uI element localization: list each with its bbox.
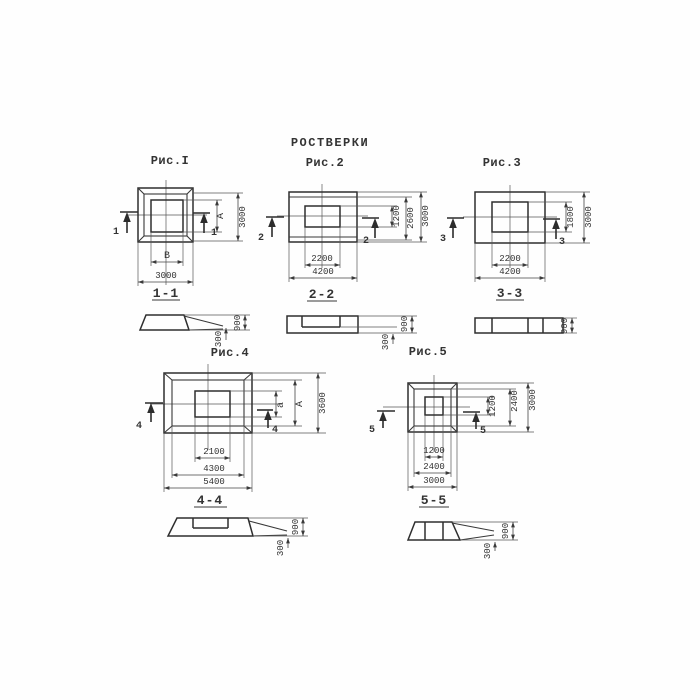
fig2-cut-number: 2	[257, 233, 265, 244]
fig1-plan	[113, 154, 248, 286]
fig4-plan	[136, 346, 328, 492]
fig3-dim-width-inner: 2200	[499, 254, 521, 264]
section-5-5-slab: 300	[483, 542, 493, 560]
fig4-cut-mark-left	[136, 403, 163, 432]
section-2-2-height: 900	[400, 315, 410, 333]
fig5-dim-height-mid: 2400	[510, 390, 520, 412]
fig3-cut-number: 3	[439, 234, 447, 245]
fig2-cut-mark-mid	[362, 218, 379, 247]
fig1-dim-height-outer: 3000	[238, 206, 248, 228]
fig5-dim-width-mid: 2400	[423, 462, 445, 472]
section-1-1-label: 1-1	[152, 286, 180, 301]
fig4-cut-number: 4	[271, 425, 279, 436]
fig5-dim-width-inner: 1200	[423, 446, 445, 456]
fig4-dim-height-mid: А	[295, 400, 306, 408]
fig4-dim-width-mid: 4300	[203, 464, 225, 474]
fig2-dim-width-outer: 4200	[312, 267, 334, 277]
fig2-dim-height-inner: 1200	[392, 205, 402, 227]
fig2-cut-mark-left	[258, 217, 284, 244]
fig3-dim-height-outer: 3000	[584, 206, 594, 228]
section-2-2	[287, 287, 417, 350]
section-4-4-height: 900	[291, 518, 301, 536]
section-5-5-height: 900	[501, 522, 511, 540]
fig5-cut-number: 5	[368, 425, 376, 436]
fig3-plan	[440, 156, 594, 282]
fig3-cut-mark-mid	[543, 219, 565, 248]
fig2-dim-height-outer: 3000	[421, 205, 431, 227]
section-2-2-slab: 300	[381, 333, 391, 351]
section-3-3-label: 3-3	[496, 286, 524, 301]
section-4-4-slab: 300	[276, 539, 286, 557]
fig1-cut-mark-mid	[193, 213, 217, 239]
fig1-dim-width-outer: 3000	[155, 271, 177, 281]
fig1-title: Рис.I	[150, 154, 190, 168]
fig5-cut-mark-mid	[463, 412, 486, 437]
section-1-1-height: 900	[233, 314, 243, 332]
fig2-plan	[258, 156, 431, 282]
section-4-4-label: 4-4	[196, 493, 224, 508]
fig5-cut-mark-left	[369, 411, 395, 436]
fig4-dim-width-inner: 2100	[203, 447, 225, 457]
fig5-dim-height-outer: 3000	[528, 389, 538, 411]
fig5-dim-height-inner: 1200	[488, 395, 498, 417]
section-1-1-slab: 300	[214, 330, 224, 348]
fig1-cut-number: 1	[112, 227, 120, 238]
fig4-dim-width-outer: 5400	[203, 477, 225, 487]
fig3-cut-mark-left	[440, 218, 464, 245]
section-2-2-label: 2-2	[308, 287, 336, 302]
sheet-title: РОСТВЕРКИ	[290, 136, 370, 150]
fig2-title: Рис.2	[305, 156, 345, 170]
fig1-dim-height-inner: А	[216, 212, 227, 220]
section-5-5-label: 5-5	[420, 493, 448, 508]
fig4-cut-number: 4	[135, 421, 143, 432]
fig4-dim-height-inner: а	[276, 401, 287, 409]
fig2-dim-width-inner: 2200	[311, 254, 333, 264]
section-3-3	[475, 286, 577, 334]
fig4-title: Рис.4	[210, 346, 250, 360]
fig1-cut-mark-left	[113, 212, 138, 238]
fig4-dim-height-outer: 3600	[318, 392, 328, 414]
fig2-dim-height-mid: 2600	[406, 207, 416, 229]
fig4-cut-mark-mid	[257, 410, 278, 436]
section-4-4	[168, 493, 308, 556]
fig3-title: Рис.3	[482, 156, 522, 170]
section-3-3-height: 900	[560, 317, 570, 335]
fig3-dim-height-inner: 1800	[566, 206, 576, 228]
fig5-dim-width-outer: 3000	[423, 476, 445, 486]
section-5-5	[408, 493, 518, 559]
fig3-cut-number: 3	[558, 237, 566, 248]
fig2-cut-number: 2	[362, 236, 370, 247]
fig5-plan	[369, 345, 538, 491]
section-1-1	[140, 286, 250, 347]
fig3-dim-width-outer: 4200	[499, 267, 521, 277]
fig5-cut-number: 5	[479, 426, 487, 437]
fig1-cut-number: 1	[210, 228, 218, 239]
fig5-title: Рис.5	[408, 345, 448, 359]
fig1-dim-width-inner: В	[163, 251, 171, 262]
